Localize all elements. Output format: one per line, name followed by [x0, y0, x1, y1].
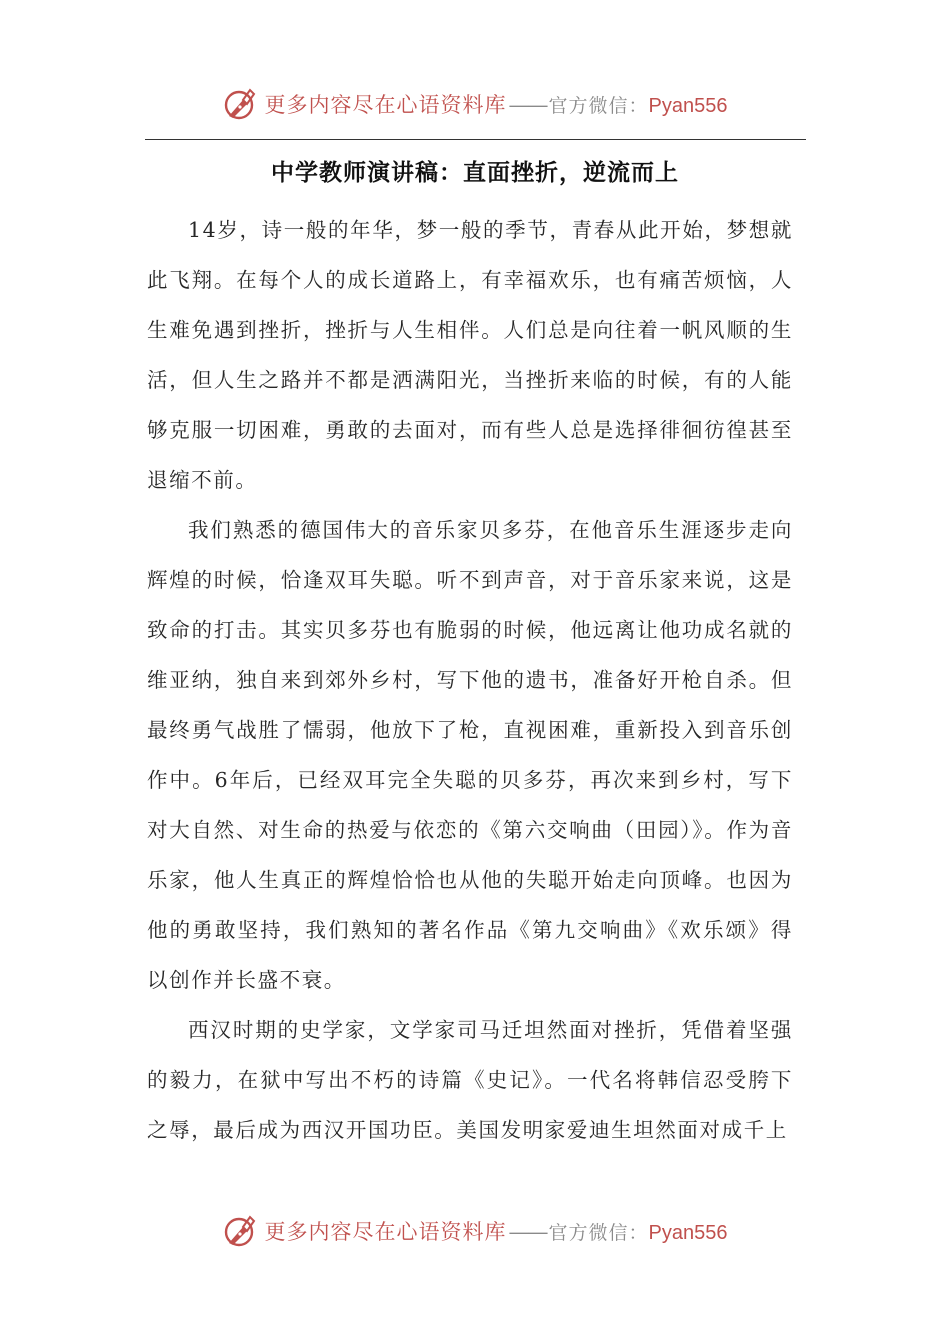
pen-nib-logo-icon [223, 1213, 259, 1249]
footer-wechat-id: Pyan556 [648, 1222, 728, 1244]
paragraph-1: 14岁，诗一般的年华，梦一般的季节，青春从此开始，梦想就此飞翔。在每个人的成长道路上，有幸福欢乐，也有痛苦烦恼，人生难免遇到挫折，挫折与人生相伴。人们总是向往着一帆风顺的生活，但人生之路并不都是洒满阳光，当挫折来临的时候，有的人能够克服一切困难，勇敢的去面对，而有些人总是选择徘徊彷徨甚至退缩不前。 [147, 218, 793, 492]
footer-banner-suffix: 官方微信： [548, 1222, 649, 1244]
footer-banner-main: 更多内容尽在心语资料库 [264, 1220, 507, 1244]
document-title: 中学教师演讲稿：直面挫折，逆流而上 [271, 160, 679, 186]
footer-banner-text [265, 1216, 728, 1246]
header-banner-suffix: 官方微信： [548, 95, 649, 117]
header-banner-text [265, 89, 728, 119]
header-divider [145, 139, 806, 140]
header-banner [0, 84, 950, 124]
header-banner-dash: —— [508, 93, 547, 117]
footer-banner-dash: —— [508, 1220, 547, 1244]
paragraph-2: 我们熟悉的德国伟大的音乐家贝多芬，在他音乐生涯逐步走向辉煌的时候，恰逢双耳失聪。听不到声音，对于音乐家来说，这是致命的打击。其实贝多芬也有脆弱的时候，他远离让他功成名就的维亚纳，独自来到郊外乡村，写下他的遗书，准备好开枪自杀。但最终勇气战胜了懦弱，他放下了枪，直视困难，重新投入到音乐创作中。6年后，已经双耳完全失聪的贝多芬，再次来到乡村，写下对大自然、对生命的热爱与依恋的《第六交响曲（田园）》。作为音乐家，他人生真正的辉煌恰恰也从他的失聪开始走向顶峰。也因为他的勇敢坚持，我们熟知的著名作品《第九交响曲》《欢乐颂》得以创作并长盛不衰。 [147, 518, 793, 992]
header-banner-main: 更多内容尽在心语资料库 [264, 93, 507, 117]
pen-nib-logo-icon [223, 86, 259, 122]
paragraph-3: 西汉时期的史学家，文学家司马迁坦然面对挫折，凭借着坚强的毅力，在狱中写出不朽的诗篇《史记》。一代名将韩信忍受胯下之辱，最后成为西汉开国功臣。美国发明家爱迪生坦然面对成千上 [147, 1018, 793, 1142]
document-body [147, 205, 793, 1155]
header-wechat-id: Pyan556 [648, 95, 728, 117]
footer-banner [0, 1211, 950, 1251]
